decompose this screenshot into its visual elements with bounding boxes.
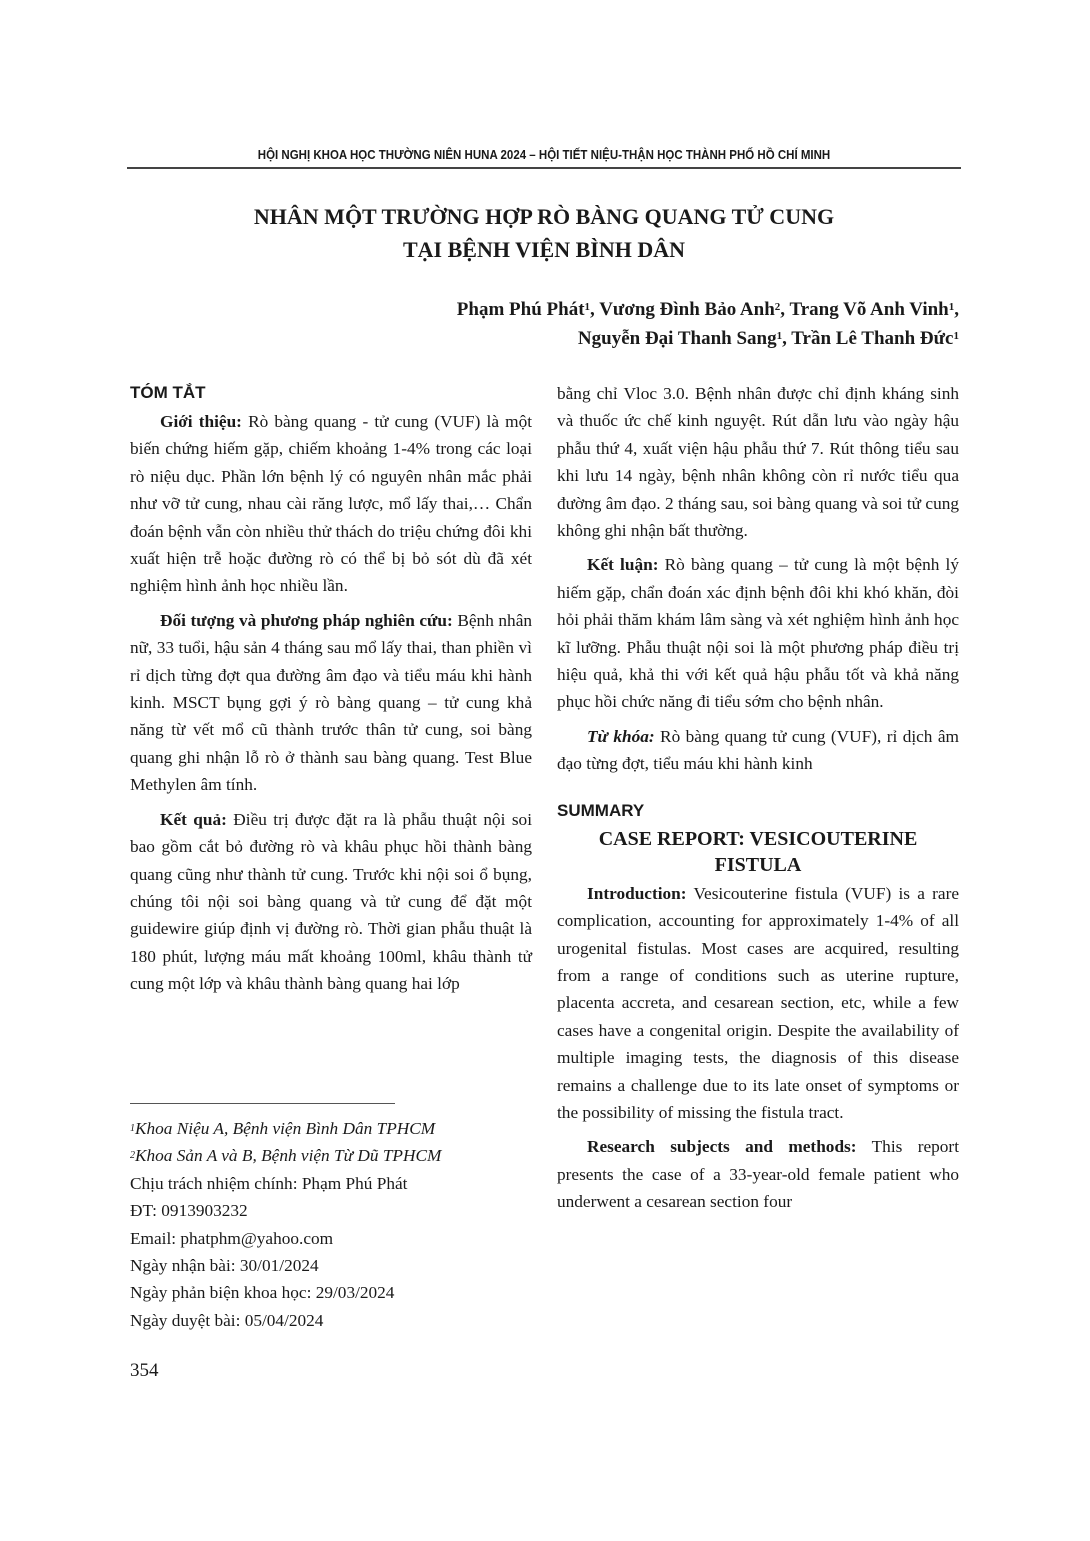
author-affiliation: 1 — [953, 330, 959, 342]
vn-methods-label: Đối tượng và phương pháp nghiên cứu: — [160, 610, 453, 630]
author-affiliation: 1 — [584, 301, 591, 313]
en-summary-heading: SUMMARY — [557, 800, 645, 820]
header-rule — [127, 167, 961, 169]
vn-conclusion-text: Rò bàng quang – tử cung là một bệnh lý hiếm gặp, chẩn đoán xác định bệnh đôi khi khó khăn, đòi hỏi phải thăm khám lâm sàng và xét nghiệm hình ảnh học kĩ lưỡng. Phẫu thuật nội soi là một phương pháp điều trị hiệu quả, khả thi với kết quả hậu phẫu tốt và khả năng phục hồi chức năng đi tiểu sớm cho bệnh nhân. — [557, 555, 959, 712]
author-affiliation: 1 — [776, 330, 783, 342]
vn-abstract-heading: TÓM TẮT — [130, 383, 206, 402]
left-column — [130, 380, 532, 1005]
affiliation-1 — [130, 1115, 532, 1142]
author-affiliation: 2 — [774, 301, 781, 313]
author-name: Nguyễn Đại Thanh Sang — [577, 328, 777, 349]
article-title — [127, 200, 961, 266]
right-column — [557, 380, 959, 1223]
en-intro-paragraph — [557, 880, 959, 1127]
vn-results-continued: bằng chỉ Vloc 3.0. Bệnh nhân được chỉ định kháng sinh và thuốc ức chế kinh nguyệt. Rút dẫn lưu vào ngày hậu phẫu thứ 4, xuất viện hậu phẫu thứ 7. Rút thông tiểu sau khi lưu 14 ngày, bệnh nhân không còn rỉ nước tiểu qua đường âm đạo. 2 tháng sau, soi bàng quang và soi tử cung không ghi nhận bất thường. — [557, 384, 959, 541]
vn-methods-text: Bệnh nhân nữ, 33 tuổi, hậu sản 4 tháng sau mổ lấy thai, than phiền vì rỉ dịch từng đợt qua đường âm đạo và tiểu máu khi hành kinh. MSCT bụng gợi ý rò bàng quang – tử cung khả năng từ vết mổ cũ thành trước thân tử cung, soi bàng quang ghi nhận lỗ rò ở thành sau bàng quang. Test Blue Methylen âm tính. — [130, 610, 532, 795]
en-methods-label: Research subjects and methods: — [587, 1137, 857, 1157]
author-list — [457, 295, 959, 353]
vn-results-label: Kết quả: — [160, 809, 227, 829]
vn-results-paragraph — [130, 806, 532, 998]
vn-conclusion-paragraph — [557, 551, 959, 715]
affiliation-1-number: 1 — [130, 1123, 135, 1134]
author-line-1 — [457, 295, 959, 324]
en-methods-paragraph — [557, 1133, 959, 1215]
en-intro-text: Vesicouterine fistula (VUF) is a rare complication, accounting for approximately 1-4% of all urogenital fistulas. Most cases are acquired, resulting from a range of conditions such as uterine rupture, placenta accreta, and cesarean section, etc, while a few cases have a congenital origin. Despite the availability of multiple imaging tests, the diagnosis of this disease remains a challenge due to its late onset of symptoms or the possibility of missing the fistula tract. — [557, 883, 959, 1122]
phone-number: ĐT: 0913903232 — [130, 1201, 248, 1221]
corresponding-author: Chịu trách nhiệm chính: Phạm Phú Phát — [130, 1173, 408, 1193]
vn-keywords-text: Rò bàng quang tử cung (VUF), rỉ dịch âm đạo từng đợt, tiểu máu khi hành kinh — [557, 726, 959, 774]
author-name: Phạm Phú Phát — [456, 299, 585, 320]
author-name: Trần Lê Thanh Đức — [791, 328, 954, 349]
vn-intro-paragraph — [130, 408, 532, 600]
author-affiliation: 1 — [948, 301, 955, 313]
author-name: Vương Đình Bảo Anh — [599, 299, 775, 320]
vn-conclusion-label: Kết luận: — [587, 555, 659, 575]
vn-keywords-paragraph — [557, 723, 959, 778]
accepted-date: Ngày duyệt bài: 05/04/2024 — [130, 1310, 324, 1330]
page-number: 354 — [130, 1360, 159, 1381]
author-line-2 — [457, 324, 959, 353]
vn-methods-paragraph — [130, 607, 532, 799]
en-methods-text: This report presents the case of a 33-year-old female patient who underwent a cesarean section four — [557, 1137, 959, 1212]
footnote-rule — [130, 1103, 395, 1104]
reviewed-date: Ngày phản biện khoa học: 29/03/2024 — [130, 1283, 395, 1303]
author-name: Trang Võ Anh Vinh — [789, 299, 949, 320]
footnotes — [130, 1115, 532, 1334]
en-intro-label: Introduction: — [587, 883, 687, 903]
en-summary-title: CASE REPORT: VESICOUTERINE FISTULA — [598, 827, 918, 876]
running-head: HỘI NGHỊ KHOA HỌC THƯỜNG NIÊN HUNA 2024 – HỘI TIẾT NIỆU-THẬN HỌC THÀNH PHỐ HỒ CHÍ MINH — [257, 148, 831, 162]
vn-intro-label: Giới thiệu: — [160, 412, 242, 431]
affiliation-2-text: Khoa Sản A và B, Bệnh viện Từ Dũ TPHCM — [135, 1146, 442, 1166]
title-line-1: NHÂN MỘT TRƯỜNG HỢP RÒ BÀNG QUANG TỬ CUNG — [253, 204, 835, 229]
affiliation-1-text: Khoa Niệu A, Bệnh viện Bình Dân TPHCM — [135, 1119, 436, 1138]
author-separator: , — [782, 328, 792, 349]
vn-keywords-label: Từ khóa: — [587, 726, 655, 746]
email-address: Email: phatphm@yahoo.com — [130, 1228, 334, 1248]
affiliation-2-number: 2 — [130, 1150, 135, 1162]
title-line-2: TẠI BỆNH VIỆN BÌNH DÂN — [403, 237, 685, 262]
author-separator: , — [590, 299, 600, 320]
received-date: Ngày nhận bài: 30/01/2024 — [130, 1256, 319, 1276]
affiliation-2 — [130, 1142, 532, 1169]
author-separator: , — [780, 299, 790, 320]
vn-intro-text: Rò bàng quang - tử cung (VUF) là một biến chứng hiếm gặp, chiếm khoảng 1-4% trong các loại rò niệu dục. Phần lớn bệnh lý có nguyên nhân mắc phải như vỡ tử cung, nhau cài răng lược, mổ lấy thai,… Chẩn đoán bệnh vẫn còn nhiều thử thách do triệu chứng đôi khi xuất hiện trễ hoặc đường rò có thể bị bỏ sót dù đã xét nghiệm hình ảnh học nhiều lần. — [130, 412, 533, 596]
author-separator: , — [954, 299, 959, 320]
vn-results-text: Điều trị được đặt ra là phẫu thuật nội soi bao gồm cắt bỏ đường rò và khâu phục hồi thành bàng quang cũng như thành tử cung. Trước khi nội soi ổ bụng, chúng tôi nội soi bàng quang và tử cung để đặt một guidewire giúp định vị đường rò. Thời gian phẫu thuật là 180 phút, lượng máu mất khoảng 100ml, khâu thành tử cung một lớp và khâu thành bàng quang hai lớp — [130, 809, 533, 994]
